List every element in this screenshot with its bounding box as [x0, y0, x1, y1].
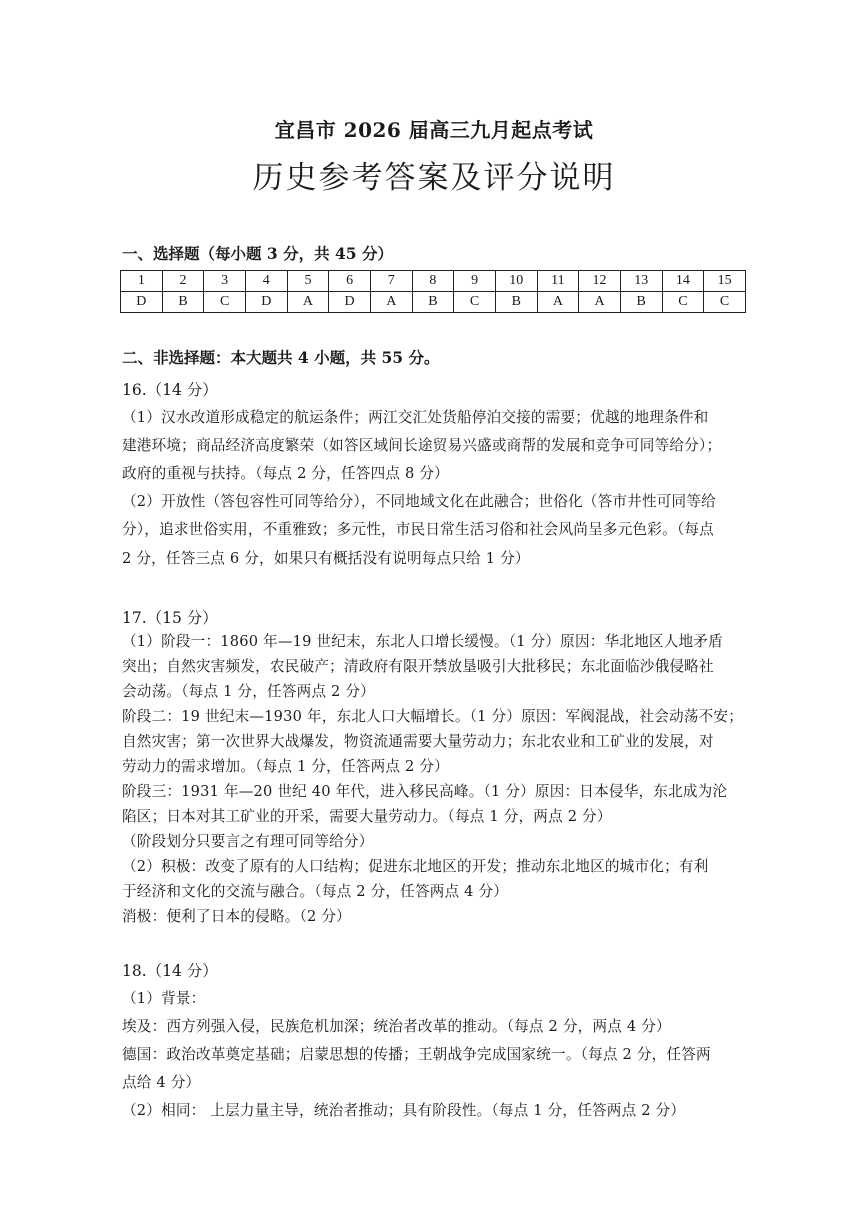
- question-number-row: [121, 271, 746, 292]
- answer-row: [121, 292, 746, 313]
- q18-line: 点给 4 分）: [122, 1074, 201, 1091]
- q16-line: 分），追求世俗实用，不重雅致；多元性，市民日常生活习俗和社会风尚呈多元色彩。（每点: [122, 521, 714, 538]
- q17-title: 17.（15 分）: [122, 609, 218, 627]
- q16-line: 建港环境；商品经济高度繁荣（如答区域间长途贸易兴盛或商帮的发展和竞争可同等给分）；: [122, 437, 722, 454]
- q17-line: 阶段三：1931 年—20 世纪 40 年代，进入移民高峰。（1 分）原因：日本侵华，东北成为沦: [122, 783, 728, 800]
- question-number: 2: [162, 271, 204, 292]
- question-number: 9: [454, 271, 496, 292]
- question-number: 15: [704, 271, 746, 292]
- answer-cell: C: [454, 292, 496, 313]
- answer-cell: A: [579, 292, 621, 313]
- answer-cell: B: [412, 292, 454, 313]
- q17-line: 会动荡。（每点 1 分，任答两点 2 分）: [122, 683, 375, 700]
- question-number: 5: [287, 271, 329, 292]
- q16-line: （1）汉水改道形成稳定的航运条件；两江交汇处货船停泊交接的需要；优越的地理条件和: [122, 409, 709, 426]
- section1-heading: 一、选择题（每小题 3 分，共 45 分）: [122, 244, 393, 263]
- q18-line: （2）相同： 上层力量主导，统治者推动；具有阶段性。（每点 1 分，任答两点 2 分）: [122, 1102, 686, 1119]
- answer-cell: B: [620, 292, 662, 313]
- q18-title: 18.（14 分）: [122, 962, 218, 980]
- q16-title: 16.（14 分）: [122, 381, 218, 399]
- question-number: 3: [204, 271, 246, 292]
- answer-cell: C: [662, 292, 704, 313]
- question-number: 12: [579, 271, 621, 292]
- exam-subtitle: 宜昌市 2026 届高三九月起点考试: [274, 118, 594, 142]
- q17-line: 自然灾害；第一次世界大战爆发，物资流通需要大量劳动力；东北农业和工矿业的发展，对: [122, 733, 714, 750]
- answer-cell: B: [162, 292, 204, 313]
- question-number: 8: [412, 271, 454, 292]
- q16-line: 政府的重视与扶持。（每点 2 分，任答四点 8 分）: [122, 465, 449, 482]
- q17-line: 突出；自然灾害频发，农民破产；清政府有限开禁放垦吸引大批移民；东北面临沙俄侵略社: [122, 658, 714, 675]
- answer-cell: A: [537, 292, 579, 313]
- section2-heading: 二、非选择题：本大题共 4 小题，共 55 分。: [122, 348, 440, 367]
- answer-cell: D: [121, 292, 163, 313]
- answer-table: [120, 270, 746, 313]
- page-title: 历史参考答案及评分说明: [252, 160, 616, 196]
- q17-line: 阶段二：19 世纪末—1930 年，东北人口大幅增长。（1 分）原因：军阀混战，社会动荡不安；: [122, 708, 743, 725]
- question-number: 10: [495, 271, 537, 292]
- answer-cell: B: [495, 292, 537, 313]
- answer-cell: A: [287, 292, 329, 313]
- q16-line: 2 分，任答三点 6 分，如果只有概括没有说明每点只给 1 分）: [122, 550, 530, 567]
- q17-line: 于经济和文化的交流与融合。（每点 2 分，任答两点 4 分）: [122, 883, 509, 900]
- question-number: 11: [537, 271, 579, 292]
- q17-line: 劳动力的需求增加。（每点 1 分，任答两点 2 分）: [122, 758, 449, 775]
- q18-line: 德国：政治改革奠定基础；启蒙思想的传播；王朝战争完成国家统一。（每点 2 分，任答两: [122, 1046, 711, 1063]
- question-number: 13: [620, 271, 662, 292]
- q18-line: 埃及：西方列强入侵，民族危机加深；统治者改革的推动。（每点 2 分，两点 4 分）: [122, 1018, 671, 1035]
- question-number: 7: [370, 271, 412, 292]
- question-number: 14: [662, 271, 704, 292]
- q17-line: （2）积极：改变了原有的人口结构；促进东北地区的开发；推动东北地区的城市化；有利: [122, 858, 709, 875]
- q17-line: 消极：便利了日本的侵略。（2 分）: [122, 908, 351, 925]
- question-number: 4: [245, 271, 287, 292]
- question-number: 6: [329, 271, 371, 292]
- q16-line: （2）开放性（答包容性可同等给分），不同地域文化在此融合；世俗化（答市井性可同等给: [122, 493, 716, 510]
- answer-cell: D: [245, 292, 287, 313]
- answer-cell: A: [370, 292, 412, 313]
- q18-line: （1）背景：: [122, 990, 206, 1007]
- q17-line: （1）阶段一：1860 年—19 世纪末，东北人口增长缓慢。（1 分）原因：华北地区人地矛盾: [122, 633, 723, 650]
- q17-line: 陷区；日本对其工矿业的开采，需要大量劳动力。（每点 1 分，两点 2 分）: [122, 808, 612, 825]
- question-number: 1: [121, 271, 163, 292]
- answer-cell: C: [204, 292, 246, 313]
- answer-cell: C: [704, 292, 746, 313]
- answer-cell: D: [329, 292, 371, 313]
- q17-line: （阶段划分只要言之有理可同等给分）: [122, 833, 374, 850]
